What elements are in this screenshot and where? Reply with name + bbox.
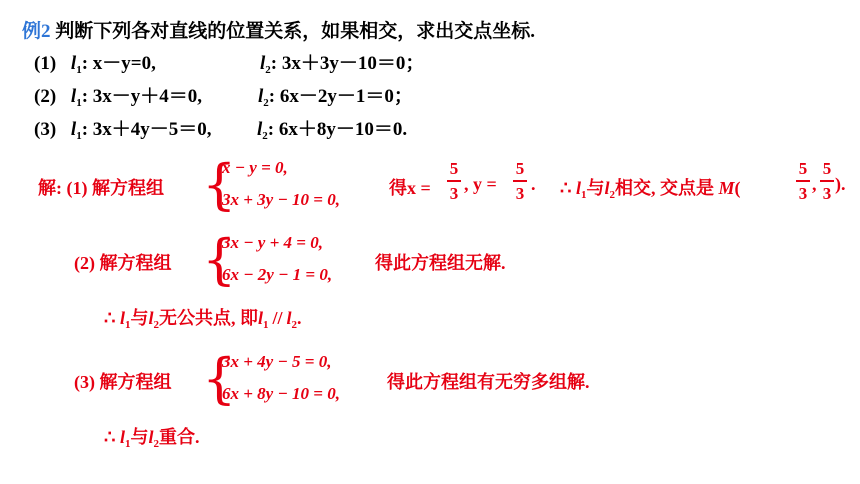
frac-my: 5 3	[820, 160, 834, 202]
p2-eq2: 6x − 2y − 1 = 0,	[222, 265, 333, 284]
solution-intro: 解: (1) 解方程组	[38, 178, 164, 198]
q2-l1: : 3x－y＋4＝0,	[81, 86, 203, 107]
p1-conclusion: ∴ $l_1$与$l_2$相交, 交点是 M(	[560, 178, 741, 201]
frac-mx: 5 3	[796, 160, 810, 202]
brace-p2: {	[202, 228, 237, 291]
question-2: (2) $l_1$: 3x－y＋4＝0,	[34, 86, 203, 109]
p3-eq2: 6x + 8y − 10 = 0,	[222, 384, 340, 403]
p2-conclusion: ∴ $l_1$与$l_2$无公共点, 即$l_1 // l_2$.	[104, 308, 302, 331]
question-3-l2: $l_2$: 6x＋8y－10＝0.	[257, 119, 408, 142]
question-1-l2: $l_2$: 3x＋3y－10＝0；	[260, 53, 425, 76]
question-2-l2: $l_2$: 6x－2y－1＝0；	[258, 86, 413, 109]
p1-y-label: , y =	[464, 174, 497, 194]
example-tag: 例2	[22, 21, 51, 42]
p2-result: 得此方程组无解.	[375, 253, 506, 273]
question-header	[22, 16, 535, 43]
p1-result-prefix: 得x =	[389, 178, 431, 198]
question-3: (3) $l_1$: 3x＋4y－5＝0,	[34, 119, 212, 142]
p3-label: (3) 解方程组	[74, 372, 172, 392]
q3-l1: : 3x＋4y－5＝0,	[81, 119, 212, 140]
question-1: (1) $l_1$: x－y=0,	[34, 53, 156, 76]
q3-num: (3)	[34, 119, 57, 140]
question-text: 判断下列各对直线的位置关系，如果相交，求出交点坐标.	[55, 21, 536, 42]
q2-num: (2)	[34, 86, 57, 107]
p1-comma: ,	[812, 174, 817, 194]
brace-p1: {	[202, 153, 237, 216]
p3-eq1: 3x + 4y − 5 = 0,	[222, 352, 332, 371]
frac-x: 5 3	[447, 160, 461, 202]
p2-label: (2) 解方程组	[74, 253, 172, 273]
p1-end: .	[531, 174, 536, 194]
p2-eq1: 3x − y + 4 = 0,	[222, 233, 323, 252]
q3-l2: : 6x＋8y－10＝0.	[267, 119, 408, 140]
q1-num: (1)	[34, 53, 57, 74]
p1-close: ).	[835, 174, 846, 194]
q1-l1: : x－y=0,	[81, 53, 156, 74]
p1-eq1: x − y = 0,	[222, 158, 288, 177]
q1-l2: : 3x＋3y－10＝0；	[270, 53, 425, 74]
p1-label: (1) 解方程组	[66, 178, 164, 198]
q2-l2: : 6x－2y－1＝0；	[268, 86, 413, 107]
brace-p3: {	[202, 347, 237, 410]
p3-result: 得此方程组有无穷多组解.	[387, 372, 590, 392]
p1-eq2: 3x + 3y − 10 = 0,	[222, 190, 340, 209]
frac-y: 5 3	[513, 160, 527, 202]
p3-conclusion: ∴ $l_1$与$l_2$重合.	[104, 427, 200, 450]
